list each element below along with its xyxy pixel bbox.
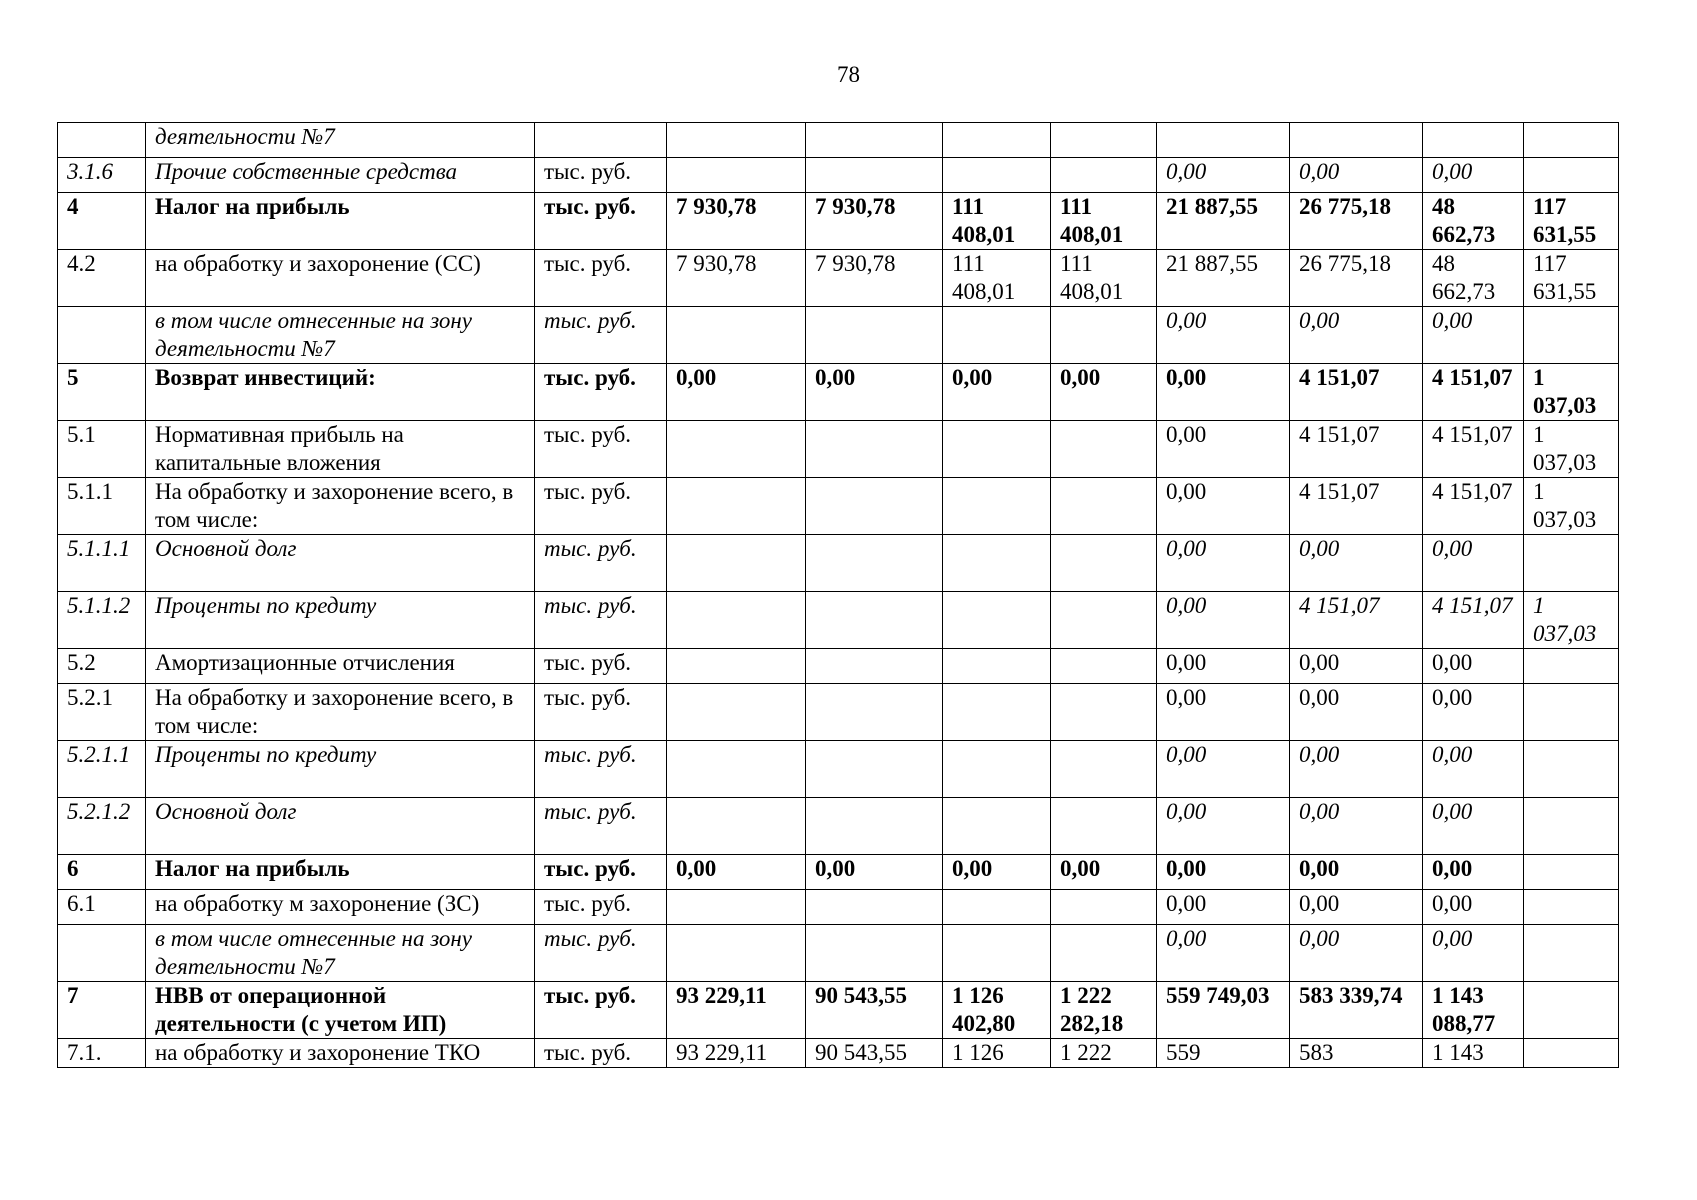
- unit-cell: тыс. руб.: [535, 982, 667, 1039]
- value-cell: [806, 649, 943, 684]
- value-cell: [667, 123, 806, 158]
- value-cell: 0,00: [1290, 307, 1423, 364]
- value-cell: 0,00: [1157, 535, 1290, 592]
- table-row: [58, 890, 1619, 925]
- row-number-cell: 7: [58, 982, 146, 1039]
- value-cell: [943, 158, 1051, 193]
- unit-cell: тыс. руб.: [535, 684, 667, 741]
- row-name-cell: Прочие собственные средства: [146, 158, 535, 193]
- value-cell: 117 631,55: [1524, 193, 1619, 250]
- value-cell: [1524, 798, 1619, 855]
- value-cell: [943, 478, 1051, 535]
- value-cell: 1 143: [1423, 1039, 1524, 1068]
- value-cell: 7 930,78: [806, 193, 943, 250]
- row-name-cell: на обработку и захоронение ТКО: [146, 1039, 535, 1068]
- value-cell: 0,00: [943, 364, 1051, 421]
- value-cell: [1051, 592, 1157, 649]
- table-row: [58, 684, 1619, 741]
- unit-cell: тыс. руб.: [535, 649, 667, 684]
- value-cell: 21 887,55: [1157, 193, 1290, 250]
- unit-cell: тыс. руб.: [535, 478, 667, 535]
- table-row: [58, 364, 1619, 421]
- value-cell: [806, 925, 943, 982]
- value-cell: 1 126 402,80: [943, 982, 1051, 1039]
- unit-cell: тыс. руб.: [535, 421, 667, 478]
- value-cell: 0,00: [1423, 307, 1524, 364]
- row-number-cell: 3.1.6: [58, 158, 146, 193]
- row-name-cell: Основной долг: [146, 798, 535, 855]
- value-cell: 1 037,03: [1524, 478, 1619, 535]
- value-cell: 0,00: [1290, 741, 1423, 798]
- value-cell: 0,00: [1157, 798, 1290, 855]
- value-cell: 1 037,03: [1524, 592, 1619, 649]
- value-cell: 1 222: [1051, 1039, 1157, 1068]
- table-row: [58, 592, 1619, 649]
- unit-cell: тыс. руб.: [535, 535, 667, 592]
- unit-cell: тыс. руб.: [535, 364, 667, 421]
- value-cell: 4 151,07: [1423, 364, 1524, 421]
- value-cell: [1524, 158, 1619, 193]
- table-row: [58, 855, 1619, 890]
- row-number-cell: 5.1.1: [58, 478, 146, 535]
- value-cell: 0,00: [1157, 649, 1290, 684]
- unit-cell: тыс. руб.: [535, 592, 667, 649]
- value-cell: 0,00: [1423, 925, 1524, 982]
- value-cell: [806, 592, 943, 649]
- value-cell: [1051, 925, 1157, 982]
- value-cell: 0,00: [1157, 592, 1290, 649]
- value-cell: 0,00: [1423, 798, 1524, 855]
- value-cell: 111 408,01: [943, 250, 1051, 307]
- unit-cell: тыс. руб.: [535, 798, 667, 855]
- value-cell: [1423, 123, 1524, 158]
- row-number-cell: [58, 123, 146, 158]
- value-cell: [806, 798, 943, 855]
- value-cell: 1 037,03: [1524, 421, 1619, 478]
- value-cell: 4 151,07: [1290, 592, 1423, 649]
- value-cell: [667, 925, 806, 982]
- value-cell: [667, 890, 806, 925]
- value-cell: [943, 592, 1051, 649]
- row-number-cell: 5.1.1.2: [58, 592, 146, 649]
- value-cell: [943, 123, 1051, 158]
- table-row: [58, 123, 1619, 158]
- value-cell: [1051, 421, 1157, 478]
- value-cell: [1524, 684, 1619, 741]
- value-cell: [1524, 982, 1619, 1039]
- value-cell: 117 631,55: [1524, 250, 1619, 307]
- value-cell: 7 930,78: [806, 250, 943, 307]
- row-number-cell: 4: [58, 193, 146, 250]
- value-cell: [1524, 535, 1619, 592]
- table-row: [58, 478, 1619, 535]
- value-cell: [1524, 741, 1619, 798]
- value-cell: [943, 890, 1051, 925]
- unit-cell: тыс. руб.: [535, 741, 667, 798]
- data-table: [57, 122, 1619, 1068]
- value-cell: 0,00: [1157, 478, 1290, 535]
- value-cell: 0,00: [1290, 855, 1423, 890]
- row-number-cell: 5.2.1.2: [58, 798, 146, 855]
- value-cell: [1524, 925, 1619, 982]
- value-cell: [1051, 158, 1157, 193]
- value-cell: 0,00: [1290, 798, 1423, 855]
- value-cell: 1 126: [943, 1039, 1051, 1068]
- row-name-cell: Возврат инвестиций:: [146, 364, 535, 421]
- value-cell: 0,00: [1290, 684, 1423, 741]
- value-cell: 0,00: [1290, 649, 1423, 684]
- value-cell: 0,00: [1157, 158, 1290, 193]
- value-cell: 93 229,11: [667, 1039, 806, 1068]
- value-cell: [943, 925, 1051, 982]
- value-cell: 0,00: [1157, 307, 1290, 364]
- value-cell: 90 543,55: [806, 1039, 943, 1068]
- value-cell: [943, 798, 1051, 855]
- row-name-cell: деятельности №7: [146, 123, 535, 158]
- value-cell: 0,00: [1290, 535, 1423, 592]
- value-cell: [806, 535, 943, 592]
- value-cell: 0,00: [943, 855, 1051, 890]
- value-cell: [667, 741, 806, 798]
- value-cell: [667, 535, 806, 592]
- row-name-cell: в том числе отнесенные на зону деятельности №7: [146, 925, 535, 982]
- value-cell: [806, 478, 943, 535]
- value-cell: 4 151,07: [1290, 364, 1423, 421]
- value-cell: 48 662,73: [1423, 193, 1524, 250]
- unit-cell: тыс. руб.: [535, 855, 667, 890]
- value-cell: [667, 798, 806, 855]
- value-cell: [1051, 649, 1157, 684]
- row-number-cell: 5.1: [58, 421, 146, 478]
- value-cell: 0,00: [1157, 890, 1290, 925]
- value-cell: 26 775,18: [1290, 250, 1423, 307]
- value-cell: [1051, 123, 1157, 158]
- row-number-cell: 6: [58, 855, 146, 890]
- row-name-cell: Амортизационные отчисления: [146, 649, 535, 684]
- row-number-cell: 6.1: [58, 890, 146, 925]
- value-cell: 48 662,73: [1423, 250, 1524, 307]
- row-name-cell: Нормативная прибыль на капитальные вложения: [146, 421, 535, 478]
- row-name-cell: Налог на прибыль: [146, 855, 535, 890]
- value-cell: 4 151,07: [1423, 421, 1524, 478]
- value-cell: [1524, 855, 1619, 890]
- value-cell: [1524, 1039, 1619, 1068]
- unit-cell: тыс. руб.: [535, 158, 667, 193]
- value-cell: [1051, 890, 1157, 925]
- value-cell: 111 408,01: [1051, 193, 1157, 250]
- table-row: [58, 193, 1619, 250]
- value-cell: 4 151,07: [1423, 478, 1524, 535]
- row-number-cell: 4.2: [58, 250, 146, 307]
- table-row: [58, 250, 1619, 307]
- value-cell: 0,00: [1423, 684, 1524, 741]
- page-number: 78: [837, 62, 860, 87]
- value-cell: [943, 649, 1051, 684]
- value-cell: 4 151,07: [1423, 592, 1524, 649]
- value-cell: [667, 307, 806, 364]
- row-number-cell: 7.1.: [58, 1039, 146, 1068]
- value-cell: [943, 684, 1051, 741]
- value-cell: 583 339,74: [1290, 982, 1423, 1039]
- table-row: [58, 1039, 1619, 1068]
- row-name-cell: Проценты по кредиту: [146, 592, 535, 649]
- value-cell: 21 887,55: [1157, 250, 1290, 307]
- value-cell: [943, 421, 1051, 478]
- value-cell: 0,00: [1157, 741, 1290, 798]
- value-cell: 0,00: [806, 364, 943, 421]
- row-name-cell: На обработку и захоронение всего, в том числе:: [146, 684, 535, 741]
- value-cell: 583: [1290, 1039, 1423, 1068]
- value-cell: [667, 684, 806, 741]
- value-cell: 4 151,07: [1290, 478, 1423, 535]
- value-cell: [667, 421, 806, 478]
- value-cell: 0,00: [1423, 741, 1524, 798]
- value-cell: [1524, 890, 1619, 925]
- value-cell: [806, 741, 943, 798]
- value-cell: 0,00: [1290, 890, 1423, 925]
- unit-cell: тыс. руб.: [535, 890, 667, 925]
- value-cell: 0,00: [1157, 925, 1290, 982]
- value-cell: [667, 158, 806, 193]
- value-cell: [1524, 649, 1619, 684]
- row-name-cell: Основной долг: [146, 535, 535, 592]
- value-cell: [1051, 535, 1157, 592]
- value-cell: 4 151,07: [1290, 421, 1423, 478]
- table-row: [58, 307, 1619, 364]
- value-cell: 1 143 088,77: [1423, 982, 1524, 1039]
- unit-cell: тыс. руб.: [535, 250, 667, 307]
- value-cell: [1051, 307, 1157, 364]
- value-cell: 0,00: [1290, 158, 1423, 193]
- table-body: [58, 123, 1619, 1068]
- unit-cell: тыс. руб.: [535, 925, 667, 982]
- value-cell: 0,00: [1051, 855, 1157, 890]
- value-cell: [667, 478, 806, 535]
- value-cell: [806, 307, 943, 364]
- value-cell: [806, 158, 943, 193]
- row-number-cell: [58, 307, 146, 364]
- row-number-cell: [58, 925, 146, 982]
- value-cell: 111 408,01: [943, 193, 1051, 250]
- value-cell: 0,00: [806, 855, 943, 890]
- unit-cell: тыс. руб.: [535, 307, 667, 364]
- value-cell: 0,00: [1157, 684, 1290, 741]
- unit-cell: [535, 123, 667, 158]
- row-name-cell: Проценты по кредиту: [146, 741, 535, 798]
- value-cell: 0,00: [1051, 364, 1157, 421]
- value-cell: [943, 307, 1051, 364]
- value-cell: 0,00: [1157, 364, 1290, 421]
- value-cell: 559: [1157, 1039, 1290, 1068]
- row-name-cell: в том числе отнесенные на зону деятельности №7: [146, 307, 535, 364]
- value-cell: [806, 123, 943, 158]
- value-cell: [1051, 741, 1157, 798]
- value-cell: 0,00: [1157, 421, 1290, 478]
- value-cell: 0,00: [1423, 158, 1524, 193]
- table-row: [58, 741, 1619, 798]
- value-cell: 111 408,01: [1051, 250, 1157, 307]
- value-cell: 0,00: [1290, 925, 1423, 982]
- unit-cell: тыс. руб.: [535, 1039, 667, 1068]
- value-cell: [1051, 478, 1157, 535]
- row-name-cell: На обработку и захоронение всего, в том числе:: [146, 478, 535, 535]
- row-name-cell: НВВ от операционной деятельности (с учетом ИП): [146, 982, 535, 1039]
- value-cell: 559 749,03: [1157, 982, 1290, 1039]
- value-cell: [1157, 123, 1290, 158]
- row-number-cell: 5.2.1: [58, 684, 146, 741]
- value-cell: 0,00: [1423, 649, 1524, 684]
- value-cell: [1524, 307, 1619, 364]
- row-number-cell: 5.2.1.1: [58, 741, 146, 798]
- value-cell: 0,00: [1157, 855, 1290, 890]
- value-cell: 7 930,78: [667, 193, 806, 250]
- row-name-cell: на обработку м захоронение (ЗС): [146, 890, 535, 925]
- value-cell: [1051, 798, 1157, 855]
- value-cell: [943, 741, 1051, 798]
- table-row: [58, 649, 1619, 684]
- value-cell: [667, 649, 806, 684]
- value-cell: 90 543,55: [806, 982, 943, 1039]
- value-cell: [806, 421, 943, 478]
- value-cell: 0,00: [1423, 535, 1524, 592]
- value-cell: 0,00: [1423, 890, 1524, 925]
- row-name-cell: Налог на прибыль: [146, 193, 535, 250]
- value-cell: 26 775,18: [1290, 193, 1423, 250]
- value-cell: [806, 890, 943, 925]
- value-cell: [1051, 684, 1157, 741]
- value-cell: 0,00: [667, 855, 806, 890]
- value-cell: 0,00: [667, 364, 806, 421]
- value-cell: [1524, 123, 1619, 158]
- table-row: [58, 158, 1619, 193]
- row-name-cell: на обработку и захоронение (СС): [146, 250, 535, 307]
- row-number-cell: 5.2: [58, 649, 146, 684]
- row-number-cell: 5: [58, 364, 146, 421]
- value-cell: 93 229,11: [667, 982, 806, 1039]
- value-cell: 1 222 282,18: [1051, 982, 1157, 1039]
- row-number-cell: 5.1.1.1: [58, 535, 146, 592]
- table-row: [58, 421, 1619, 478]
- value-cell: 0,00: [1423, 855, 1524, 890]
- table-row: [58, 982, 1619, 1039]
- value-cell: [667, 592, 806, 649]
- value-cell: [1290, 123, 1423, 158]
- table-row: [58, 798, 1619, 855]
- value-cell: 7 930,78: [667, 250, 806, 307]
- unit-cell: тыс. руб.: [535, 193, 667, 250]
- table-row: [58, 925, 1619, 982]
- value-cell: 1 037,03: [1524, 364, 1619, 421]
- table-row: [58, 535, 1619, 592]
- value-cell: [806, 684, 943, 741]
- value-cell: [943, 535, 1051, 592]
